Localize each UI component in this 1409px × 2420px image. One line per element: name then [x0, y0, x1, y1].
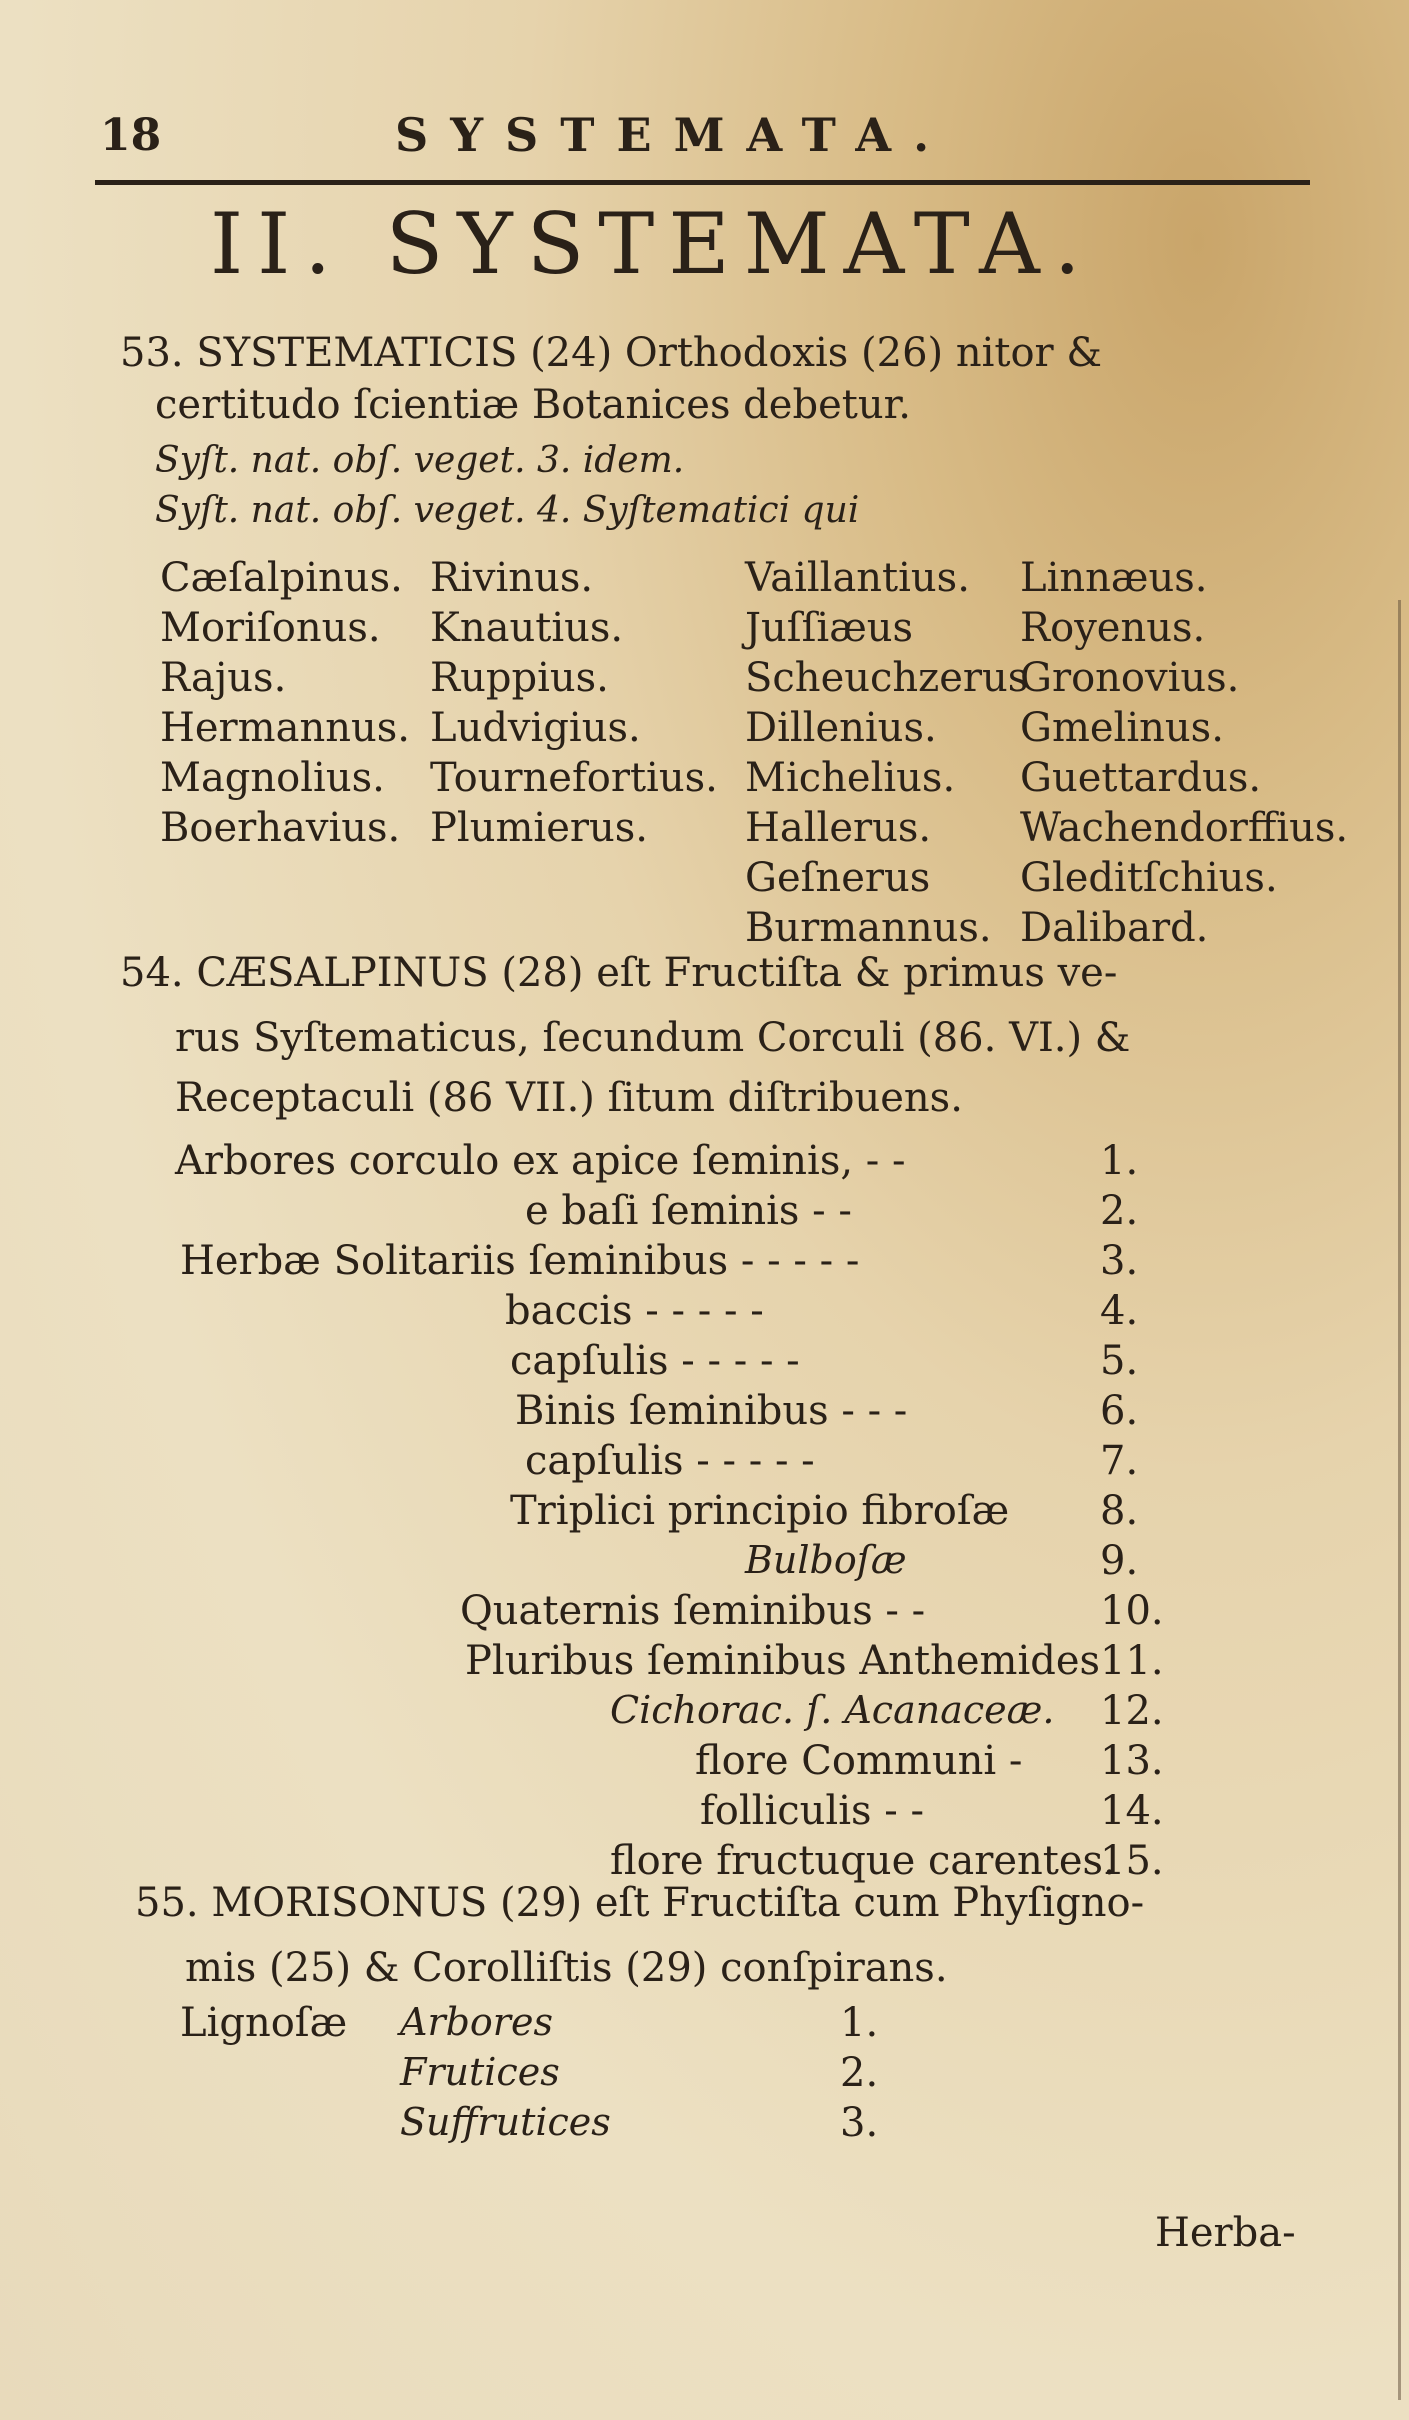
systematicus-name: Juſſiæus: [745, 605, 914, 651]
systematicus-name: Gmelinus.: [1020, 705, 1224, 751]
class-text: flore Communi -: [695, 1738, 1023, 1784]
systematicus-name: Moriſonus.: [160, 605, 381, 651]
class-number: 1.: [1100, 1138, 1139, 1184]
class-number: 2.: [1100, 1188, 1139, 1234]
para53-line1: 53. SYSTEMATICIS (24) Orthodoxis (26) nitor &: [120, 330, 1102, 376]
para55-line2: mis (25) & Corolliſtis (29) conſpirans.: [185, 1945, 948, 1991]
class-number: 3.: [1100, 1238, 1139, 1284]
systematicus-name: Vaillantius.: [745, 555, 970, 601]
catchword: Herba-: [1155, 2210, 1296, 2256]
systematicus-name: Hallerus.: [745, 805, 932, 851]
systematicus-name: Dalibard.: [1020, 905, 1209, 951]
class-text: Pluribus ſeminibus Anthemides: [465, 1638, 1101, 1684]
page-edge-line: [1398, 600, 1401, 2400]
para55-line1: 55. MORISONUS (29) eſt Fructiſta cum Phyſigno-: [135, 1880, 1145, 1926]
class-number: 3.: [840, 2100, 879, 2146]
systematicus-name: Scheuchzerus: [745, 655, 1029, 701]
class-number: 14.: [1100, 1788, 1164, 1834]
class-text: baccis - - - - -: [505, 1288, 764, 1334]
systematicus-name: Magnolius.: [160, 755, 385, 801]
class-text: Triplici principio fibroſæ: [510, 1488, 1010, 1534]
class-text: capſulis - - - - -: [510, 1338, 800, 1384]
class-number: 10.: [1100, 1588, 1164, 1634]
systematicus-name: Tournefortius.: [430, 755, 718, 801]
section-title: II. SYSTEMATA.: [210, 195, 1095, 293]
systematicus-name: Plumierus.: [430, 805, 648, 851]
class-text: e baſi ſeminis - -: [525, 1188, 852, 1234]
class-number: 7.: [1100, 1438, 1139, 1484]
systematicus-name: Royenus.: [1020, 605, 1206, 651]
class-text: Quaternis ſeminibus - -: [460, 1588, 926, 1634]
systematicus-name: Rajus.: [160, 655, 287, 701]
systematicus-name: Gleditſchius.: [1020, 855, 1278, 901]
systematicus-name: Ruppius.: [430, 655, 609, 701]
systematicus-name: Cæſalpinus.: [160, 555, 403, 601]
class-number: 2.: [840, 2050, 879, 2096]
systematicus-name: Gronovius.: [1020, 655, 1240, 701]
systematicus-name: Geſnerus: [745, 855, 931, 901]
systematicus-name: Burmannus.: [745, 905, 992, 951]
systematicus-name: Wachendorffius.: [1020, 805, 1349, 851]
class-number: 15.: [1100, 1838, 1164, 1884]
class-text: Cichorac. ſ. Acanaceæ.: [610, 1688, 1055, 1732]
class-text: Arbores: [400, 2000, 553, 2044]
systematicus-name: Ludvigius.: [430, 705, 641, 751]
systematicus-name: Boerhavius.: [160, 805, 401, 851]
para53-ref2: Syſt. nat. obſ. veget. 4. Syſtematici qui: [155, 490, 860, 531]
class-number: 9.: [1100, 1538, 1139, 1584]
para54-line2: rus Syſtematicus, ſecundum Corculi (86. VI.) &: [175, 1015, 1131, 1061]
running-head-title: SYSTEMATA.: [395, 108, 952, 162]
class-text: Herbæ Solitariis ſeminibus - - - - -: [180, 1238, 860, 1284]
class-number: 1.: [840, 2000, 879, 2046]
class-number: 13.: [1100, 1738, 1164, 1784]
class-text: folliculis - -: [700, 1788, 925, 1834]
class-number: 11.: [1100, 1638, 1164, 1684]
systematicus-name: Guettardus.: [1020, 755, 1262, 801]
systematicus-name: Linnæus.: [1020, 555, 1208, 601]
class-label: Lignoſæ: [180, 2000, 348, 2046]
para54-line3: Receptaculi (86 VII.) ſitum diſtribuens.: [175, 1075, 963, 1121]
class-number: 4.: [1100, 1288, 1139, 1334]
systematicus-name: Hermannus.: [160, 705, 410, 751]
header-rule: [95, 180, 1310, 185]
class-text: flore fructuque carentes.: [610, 1838, 1116, 1884]
systematicus-name: Dillenius.: [745, 705, 937, 751]
class-text: Binis ſeminibus - - -: [515, 1388, 908, 1434]
systematicus-name: Knautius.: [430, 605, 624, 651]
class-number: 8.: [1100, 1488, 1139, 1534]
para54-line1: 54. CÆSALPINUS (28) eſt Fructiſta & primus ve-: [120, 950, 1118, 996]
para53-line2: certitudo ſcientiæ Botanices debetur.: [155, 382, 912, 428]
page-number: 18: [100, 110, 162, 161]
systematicus-name: Michelius.: [745, 755, 956, 801]
class-text: Arbores corculo ex apice ſeminis, - -: [175, 1138, 906, 1184]
class-text: capſulis - - - - -: [525, 1438, 815, 1484]
class-text: Frutices: [400, 2050, 560, 2094]
class-text: Suffrutices: [400, 2100, 611, 2144]
class-number: 6.: [1100, 1388, 1139, 1434]
class-number: 5.: [1100, 1338, 1139, 1384]
para53-ref1: Syſt. nat. obſ. veget. 3. idem.: [155, 440, 685, 481]
class-text: Bulboſæ: [745, 1538, 907, 1582]
systematicus-name: Rivinus.: [430, 555, 594, 601]
class-number: 12.: [1100, 1688, 1164, 1734]
